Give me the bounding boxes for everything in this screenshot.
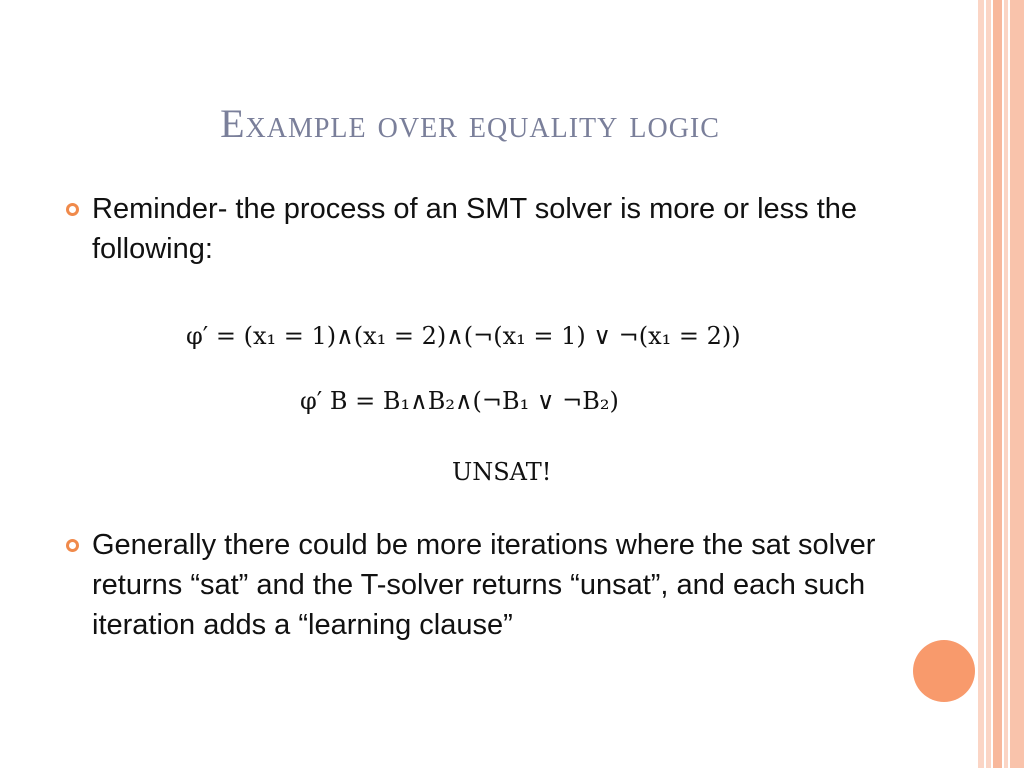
slide-title: Example over equality logic	[220, 101, 720, 146]
decor-stripe	[1004, 0, 1008, 768]
decor-stripe	[978, 0, 984, 768]
bullet-item	[66, 525, 896, 645]
equation-phi-prime: φ′ = (x₁ = 1)∧(x₁ = 2)∧(¬(x₁ = 1) ∨ ¬(x₁ = 2))	[186, 322, 741, 350]
bullet-item	[66, 189, 896, 269]
equation-phi-prime-b: φ′ B = B₁∧B₂∧(¬B₁ ∨ ¬B₂)	[300, 387, 619, 415]
bullet-icon	[66, 539, 79, 552]
bullet-icon	[66, 203, 79, 216]
bullet-text: Generally there could be more iterations where the sat solver returns “sat” and the T-solver returns “unsat”, and each such iteration adds a “learning clause”	[92, 529, 876, 641]
bullet-text: Reminder- the process of an SMT solver is more or less the following:	[92, 193, 858, 265]
decor-stripe	[1010, 0, 1024, 768]
equation-unsat: UNSAT!	[452, 458, 552, 486]
decor-circle	[913, 640, 975, 702]
decor-stripe	[986, 0, 991, 768]
decor-stripe	[993, 0, 1002, 768]
